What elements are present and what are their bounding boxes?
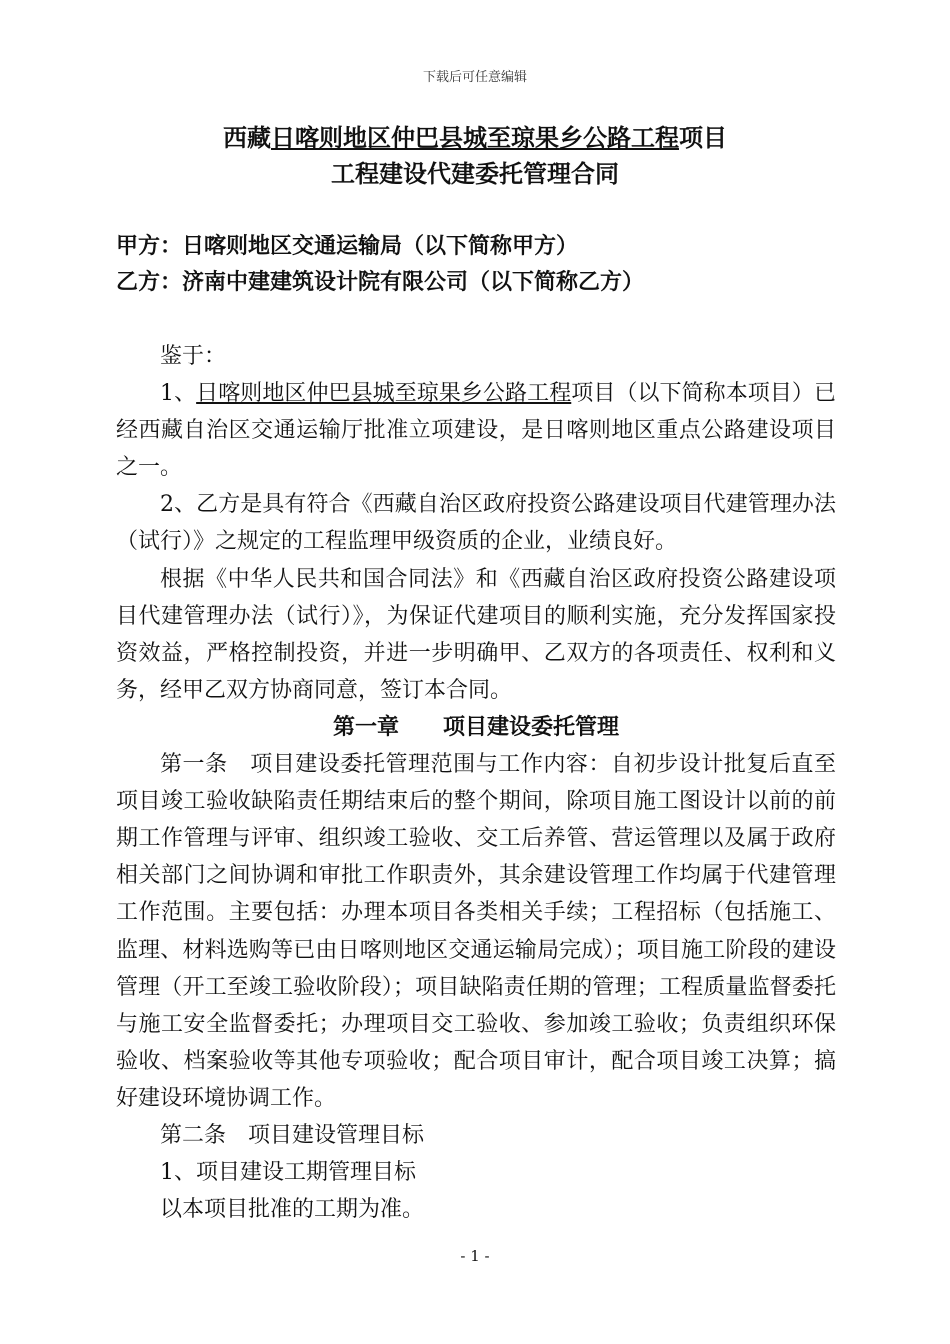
contract-title-line1 (0, 123, 950, 153)
party-a: 甲方：日喀则地区交通运输局（以下简称甲方） (116, 233, 579, 259)
page-number: - 1 - (460, 1247, 490, 1265)
contract-title-line2: 工程建设代建委托管理合同 (331, 159, 619, 188)
article-2-label: 第二条 (160, 1122, 227, 1148)
item-1-heading: 1、项目建设工期管理目标 (160, 1160, 416, 1186)
chapter-1-number: 第一章 (332, 713, 399, 740)
party-b: 乙方：济南中建建筑设计院有限公司（以下简称乙方） (116, 269, 645, 295)
article-1-label: 第一条 (160, 752, 228, 778)
chapter-1-title: 项目建设委托管理 (443, 713, 620, 740)
article-2 (116, 1117, 836, 1154)
item-1-text: 以本项目批准的工期为准。 (160, 1197, 425, 1223)
title-prefix: 西藏 (223, 123, 271, 152)
recital-2: 2、乙方是具有符合《西藏自治区政府投资公路建设项目代建管理办法（试行）》之规定的工程监理甲级资质的企业，业绩良好。 (116, 492, 836, 555)
recital-1-prefix: 1、 (160, 381, 197, 407)
basis-paragraph: 根据《中华人民共和国合同法》和《西藏自治区政府投资公路建设项目代建管理办法（试行）》，为保证代建项目的顺利实施，充分发挥国家投资效益，严格控制投资，并进一步明确甲、乙双方的各项责任、权利和义务，经甲乙双方协商同意，签订本合同。 (116, 566, 836, 703)
contract-body (116, 338, 836, 1228)
page-header: 下载后可任意编辑 (422, 70, 527, 85)
title-project-name: 日喀则地区仲巴县城至琼果乡公路工程 (271, 123, 679, 152)
article-1-text: 项目建设委托管理范围与工作内容：自初步设计批复后直至项目竣工验收缺陷责任期结束后的整个期间，除项目施工图设计以前的前期工作管理与评审、组织竣工验收、交工后养管、营运管理以及属于政府相关部门之间协调和审批工作职责外，其余建设管理工作均属于代建管理工作范围。主要包括：办理本项目各类相关手续；工程招标（包括施工、监理、材料选购等已由日喀则地区交通运输局完成）；项目施工阶段的建设管理（开工至竣工验收阶段）；项目缺陷责任期的管理；工程质量监督委托与施工安全监督委托；办理项目交工验收、参加竣工验收；负责组织环保验收、档案验收等其他专项验收；配合项目审计，配合项目竣工决算；搞好建设环境协调工作。 (116, 752, 836, 1111)
recital-1-text: 项目（以下简称本项目）已经西藏自治区交通运输厅批准立项建设，是日喀则地区重点公路建设项目之一。 (116, 381, 836, 481)
article-2-text: 项目建设管理目标 (248, 1122, 425, 1148)
recital-1-project-name: 日喀则地区仲巴县城至琼果乡公路工程 (196, 381, 572, 407)
whereas-heading: 鉴于： (160, 344, 227, 369)
title-suffix: 项目 (679, 123, 727, 152)
recital-1 (116, 375, 836, 486)
article-1 (116, 746, 836, 1117)
chapter-1-heading (116, 709, 836, 746)
